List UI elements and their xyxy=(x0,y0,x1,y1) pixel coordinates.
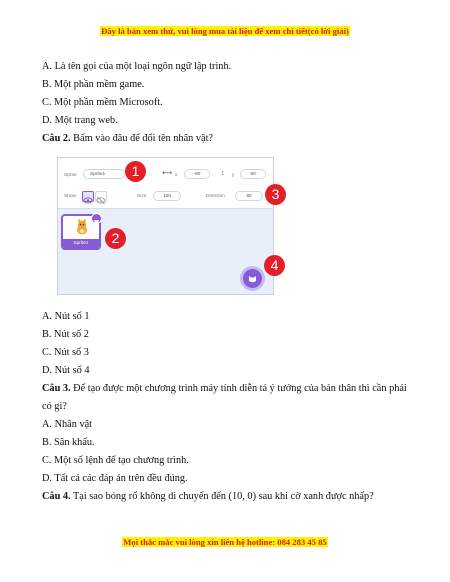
q2-label: Câu 2. xyxy=(42,133,71,144)
size-label: Size xyxy=(137,194,147,199)
scratch-sprite-panel xyxy=(57,157,280,295)
show-label: Show xyxy=(64,194,76,199)
q3-label: Câu 3. xyxy=(42,383,71,394)
y-input[interactable]: 80 xyxy=(240,169,266,179)
marker-4: 4 xyxy=(264,255,285,276)
q3-question-line2: có gì? xyxy=(42,401,67,412)
sprite-name-input[interactable]: Sprite1 xyxy=(83,169,125,179)
q1-option-b: B. Một phần mềm game. xyxy=(42,79,145,90)
marker-2: 2 xyxy=(105,228,126,249)
sprite-thumbnail-name: Sprite1 xyxy=(63,239,99,248)
eye-slash-icon xyxy=(96,196,106,205)
header-banner xyxy=(0,26,450,36)
eye-icon xyxy=(83,196,93,205)
sprite-properties xyxy=(58,158,273,209)
y-label: y xyxy=(232,173,235,178)
q1-option-c: C. Một phần mềm Microsoft. xyxy=(42,97,163,108)
q2-option-c: C. Nút số 3 xyxy=(42,347,89,358)
q3-option-a: A. Nhân vật xyxy=(42,419,93,430)
direction-label: Direction xyxy=(206,194,225,199)
horizontal-arrows-icon: ⟷ xyxy=(162,170,173,177)
q4-question xyxy=(42,491,374,502)
x-input[interactable]: -80 xyxy=(184,169,210,179)
trash-icon xyxy=(92,218,101,227)
q3-text-line1: Để tạo được một chương trình máy tính diễn tả ý tưởng của bản thân thì cần phải xyxy=(70,383,407,394)
cat-add-icon xyxy=(243,269,262,288)
q1-option-d: D. Một trang web. xyxy=(42,115,118,126)
footer-banner-text: Mọi thắc mắc vui lòng xin liên hệ hotline: 084 283 45 85 xyxy=(123,537,327,547)
vertical-arrows-icon: ↕ xyxy=(221,170,225,177)
q2-option-d: D. Nút số 4 xyxy=(42,365,90,376)
show-hidden-button[interactable] xyxy=(95,191,107,202)
q2-text: Bấm vào đâu để đổi tên nhân vật? xyxy=(70,133,214,144)
q2-option-a: A. Nút số 1 xyxy=(42,311,90,322)
direction-input[interactable]: 90 xyxy=(235,191,263,201)
header-banner-text: Đây là bản xem thử, vui lòng mua tài liệu để xem chi tiết(có lời giải) xyxy=(101,26,349,36)
cat-sprite-icon xyxy=(72,218,92,238)
q2-question xyxy=(42,133,213,144)
size-input[interactable]: 100 xyxy=(153,191,181,201)
sprite-name-label: Sprite xyxy=(64,173,77,178)
q3-option-b: B. Sân khấu. xyxy=(42,437,95,448)
footer-banner xyxy=(0,537,450,547)
q3-question xyxy=(42,383,407,394)
q1-option-a: A. Là tên gọi của một loại ngôn ngữ lập trình. xyxy=(42,61,232,72)
add-sprite-button[interactable] xyxy=(243,269,262,288)
q4-text: Tại sao bóng rổ không di chuyển đến (10, 0) sau khi cờ xanh được nhấp? xyxy=(70,491,374,502)
marker-1: 1 xyxy=(125,161,146,182)
x-label: x xyxy=(175,173,178,178)
delete-sprite-button[interactable] xyxy=(91,213,102,224)
marker-3: 3 xyxy=(265,184,286,205)
show-visible-button[interactable] xyxy=(82,191,94,202)
q3-option-d: D. Tất cả các đáp án trên đều đúng. xyxy=(42,473,188,484)
q4-label: Câu 4. xyxy=(42,491,71,502)
q2-option-b: B. Nút số 2 xyxy=(42,329,89,340)
q3-option-c: C. Một số lệnh để tạo chương trình. xyxy=(42,455,189,466)
